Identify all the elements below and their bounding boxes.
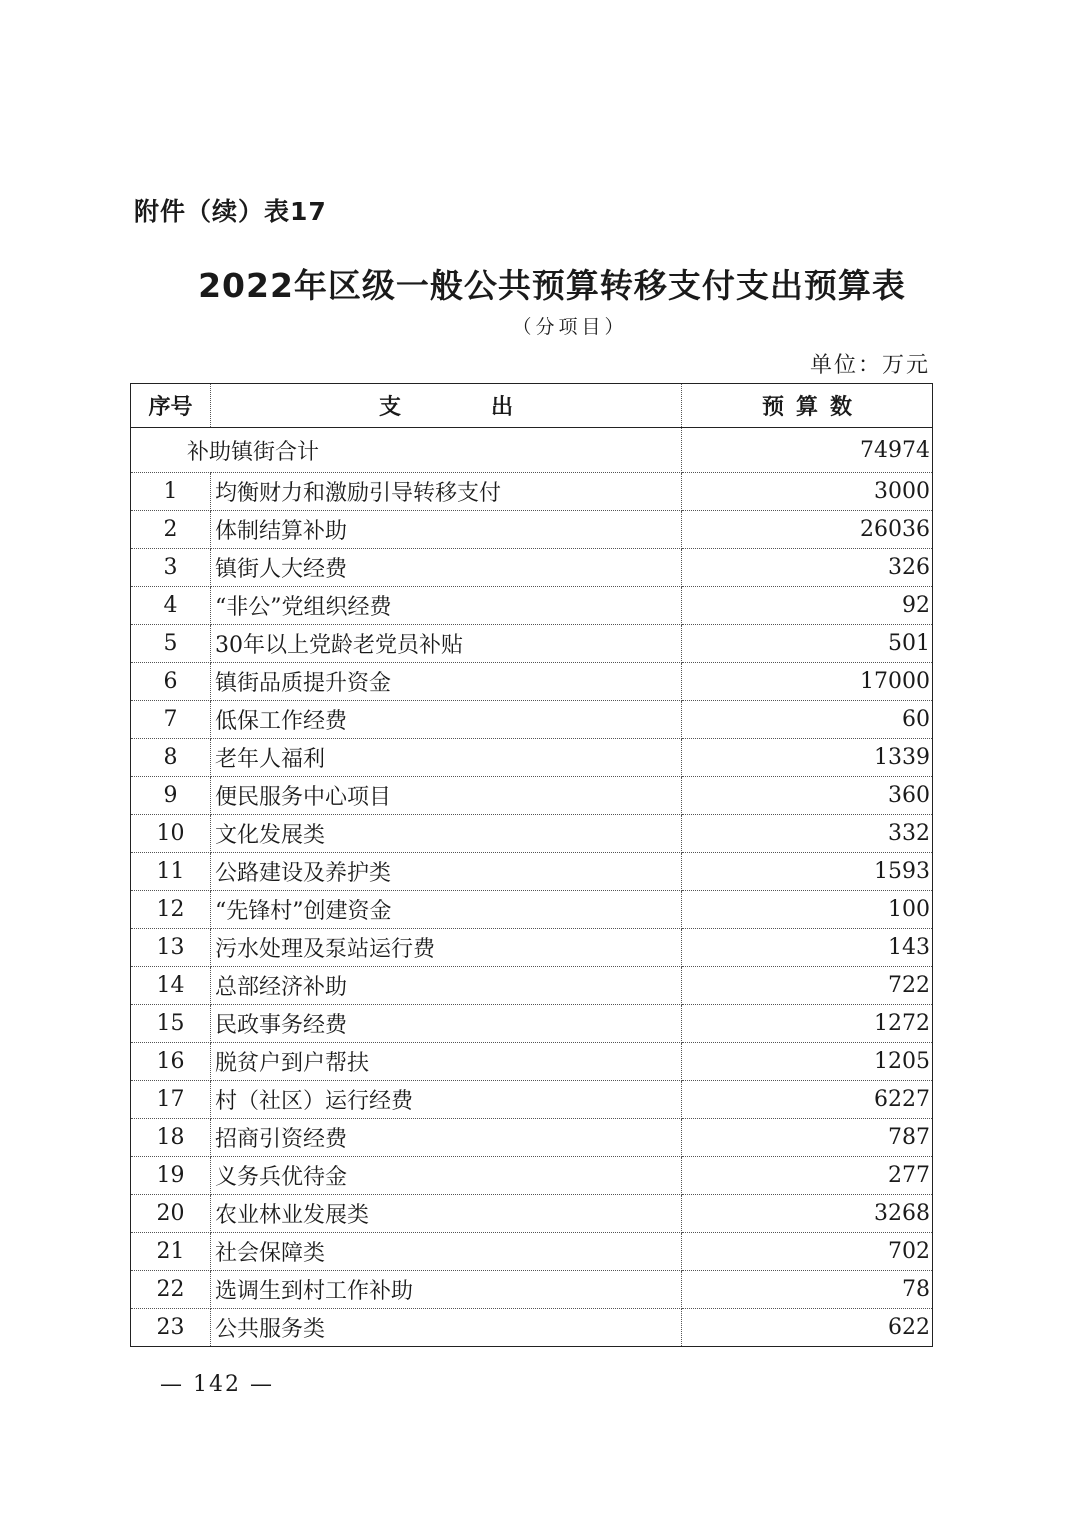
row-amount: 1205 <box>682 1043 933 1081</box>
row-seq: 22 <box>131 1271 211 1309</box>
row-seq: 6 <box>131 663 211 701</box>
row-seq: 12 <box>131 891 211 929</box>
row-item: 民政事务经费 <box>211 1005 682 1043</box>
row-item: 便民服务中心项目 <box>211 777 682 815</box>
budget-table <box>130 383 933 1347</box>
row-item: 镇街人大经费 <box>211 549 682 587</box>
row-amount: 722 <box>682 967 933 1005</box>
table-row <box>131 663 933 701</box>
row-seq: 10 <box>131 815 211 853</box>
row-item: 体制结算补助 <box>211 511 682 549</box>
row-seq: 3 <box>131 549 211 587</box>
row-amount: 332 <box>682 815 933 853</box>
row-item: 老年人福利 <box>211 739 682 777</box>
row-item: 脱贫户到户帮扶 <box>211 1043 682 1081</box>
row-amount: 3268 <box>682 1195 933 1233</box>
table-row <box>131 929 933 967</box>
row-amount: 60 <box>682 701 933 739</box>
row-amount: 501 <box>682 625 933 663</box>
row-item: 招商引资经费 <box>211 1119 682 1157</box>
table-row <box>131 1195 933 1233</box>
attachment-label: 附件（续）表17 <box>134 197 327 226</box>
row-item: 均衡财力和激励引导转移支付 <box>211 473 682 511</box>
row-seq: 5 <box>131 625 211 663</box>
row-amount: 17000 <box>682 663 933 701</box>
table-row <box>131 1233 933 1271</box>
table-row <box>131 625 933 663</box>
table-row <box>131 739 933 777</box>
row-item: 义务兵优待金 <box>211 1157 682 1195</box>
row-amount: 100 <box>682 891 933 929</box>
total-label: 补助镇街合计 <box>131 428 682 473</box>
row-seq: 8 <box>131 739 211 777</box>
row-item: 农业林业发展类 <box>211 1195 682 1233</box>
row-item: 村（社区）运行经费 <box>211 1081 682 1119</box>
table-row <box>131 549 933 587</box>
row-seq: 19 <box>131 1157 211 1195</box>
unit-label: 单位：万元 <box>809 353 930 378</box>
row-amount: 622 <box>888 1315 930 1340</box>
row-item: 总部经济补助 <box>211 967 682 1005</box>
row-item: 公路建设及养护类 <box>211 853 682 891</box>
header-seq: 序号 <box>131 384 211 428</box>
table-row <box>131 815 933 853</box>
total-row <box>131 428 933 473</box>
table-row <box>131 473 933 511</box>
table-row <box>131 587 933 625</box>
row-seq: 9 <box>131 777 211 815</box>
row-amount: 1339 <box>682 739 933 777</box>
row-seq: 14 <box>131 967 211 1005</box>
row-amount: 1593 <box>682 853 933 891</box>
row-amount: 326 <box>682 549 933 587</box>
row-amount: 787 <box>682 1119 933 1157</box>
row-amount: 92 <box>682 587 933 625</box>
row-seq: 17 <box>131 1081 211 1119</box>
table-header-row <box>131 384 933 428</box>
row-item: 30年以上党龄老党员补贴 <box>211 625 682 663</box>
row-amount: 1272 <box>682 1005 933 1043</box>
row-item: 低保工作经费 <box>211 701 682 739</box>
row-amount: 6227 <box>682 1081 933 1119</box>
row-seq: 1 <box>131 473 211 511</box>
row-amount: 360 <box>682 777 933 815</box>
row-item: “先锋村”创建资金 <box>211 891 682 929</box>
header-amount: 预算数 <box>682 384 933 428</box>
row-item: 公共服务类 <box>211 1309 682 1347</box>
table-row <box>131 701 933 739</box>
table-row <box>131 777 933 815</box>
table-row <box>131 891 933 929</box>
row-seq: 11 <box>131 853 211 891</box>
row-item: 镇街品质提升资金 <box>211 663 682 701</box>
row-item: “非公”党组织经费 <box>211 587 682 625</box>
row-seq: 18 <box>131 1119 211 1157</box>
row-amount: 143 <box>682 929 933 967</box>
table-row <box>131 511 933 549</box>
total-amount: 74974 <box>682 428 933 473</box>
row-item: 选调生到村工作补助 <box>211 1271 682 1309</box>
row-seq: 20 <box>131 1195 211 1233</box>
row-seq: 15 <box>131 1005 211 1043</box>
header-item: 支出 <box>211 384 682 428</box>
row-amount: 277 <box>682 1157 933 1195</box>
page-subtitle: （分项目） <box>512 316 628 338</box>
row-amount: 78 <box>682 1271 933 1309</box>
page-title: 2022年区级一般公共预算转移支付支出预算表 <box>198 266 906 305</box>
row-seq: 7 <box>131 701 211 739</box>
table-row <box>131 1005 933 1043</box>
table-row <box>131 853 933 891</box>
table-row <box>131 1043 933 1081</box>
table-row <box>131 1081 933 1119</box>
table-row <box>131 1157 933 1195</box>
row-amount: 26036 <box>682 511 933 549</box>
row-item: 污水处理及泵站运行费 <box>211 929 682 967</box>
row-amount: 3000 <box>682 473 933 511</box>
row-seq: 21 <box>131 1233 211 1271</box>
row-seq: 2 <box>131 511 211 549</box>
row-seq: 23 <box>131 1309 211 1347</box>
table-row <box>131 1309 933 1347</box>
row-seq: 13 <box>131 929 211 967</box>
page-number: — 142 — <box>160 1372 274 1397</box>
table-row <box>131 1119 933 1157</box>
row-seq: 4 <box>131 587 211 625</box>
row-amount: 702 <box>682 1233 933 1271</box>
table-row <box>131 1271 933 1309</box>
table-body <box>131 428 933 1347</box>
row-item: 文化发展类 <box>211 815 682 853</box>
table-row <box>131 967 933 1005</box>
row-seq: 16 <box>131 1043 211 1081</box>
row-item: 社会保障类 <box>211 1233 682 1271</box>
